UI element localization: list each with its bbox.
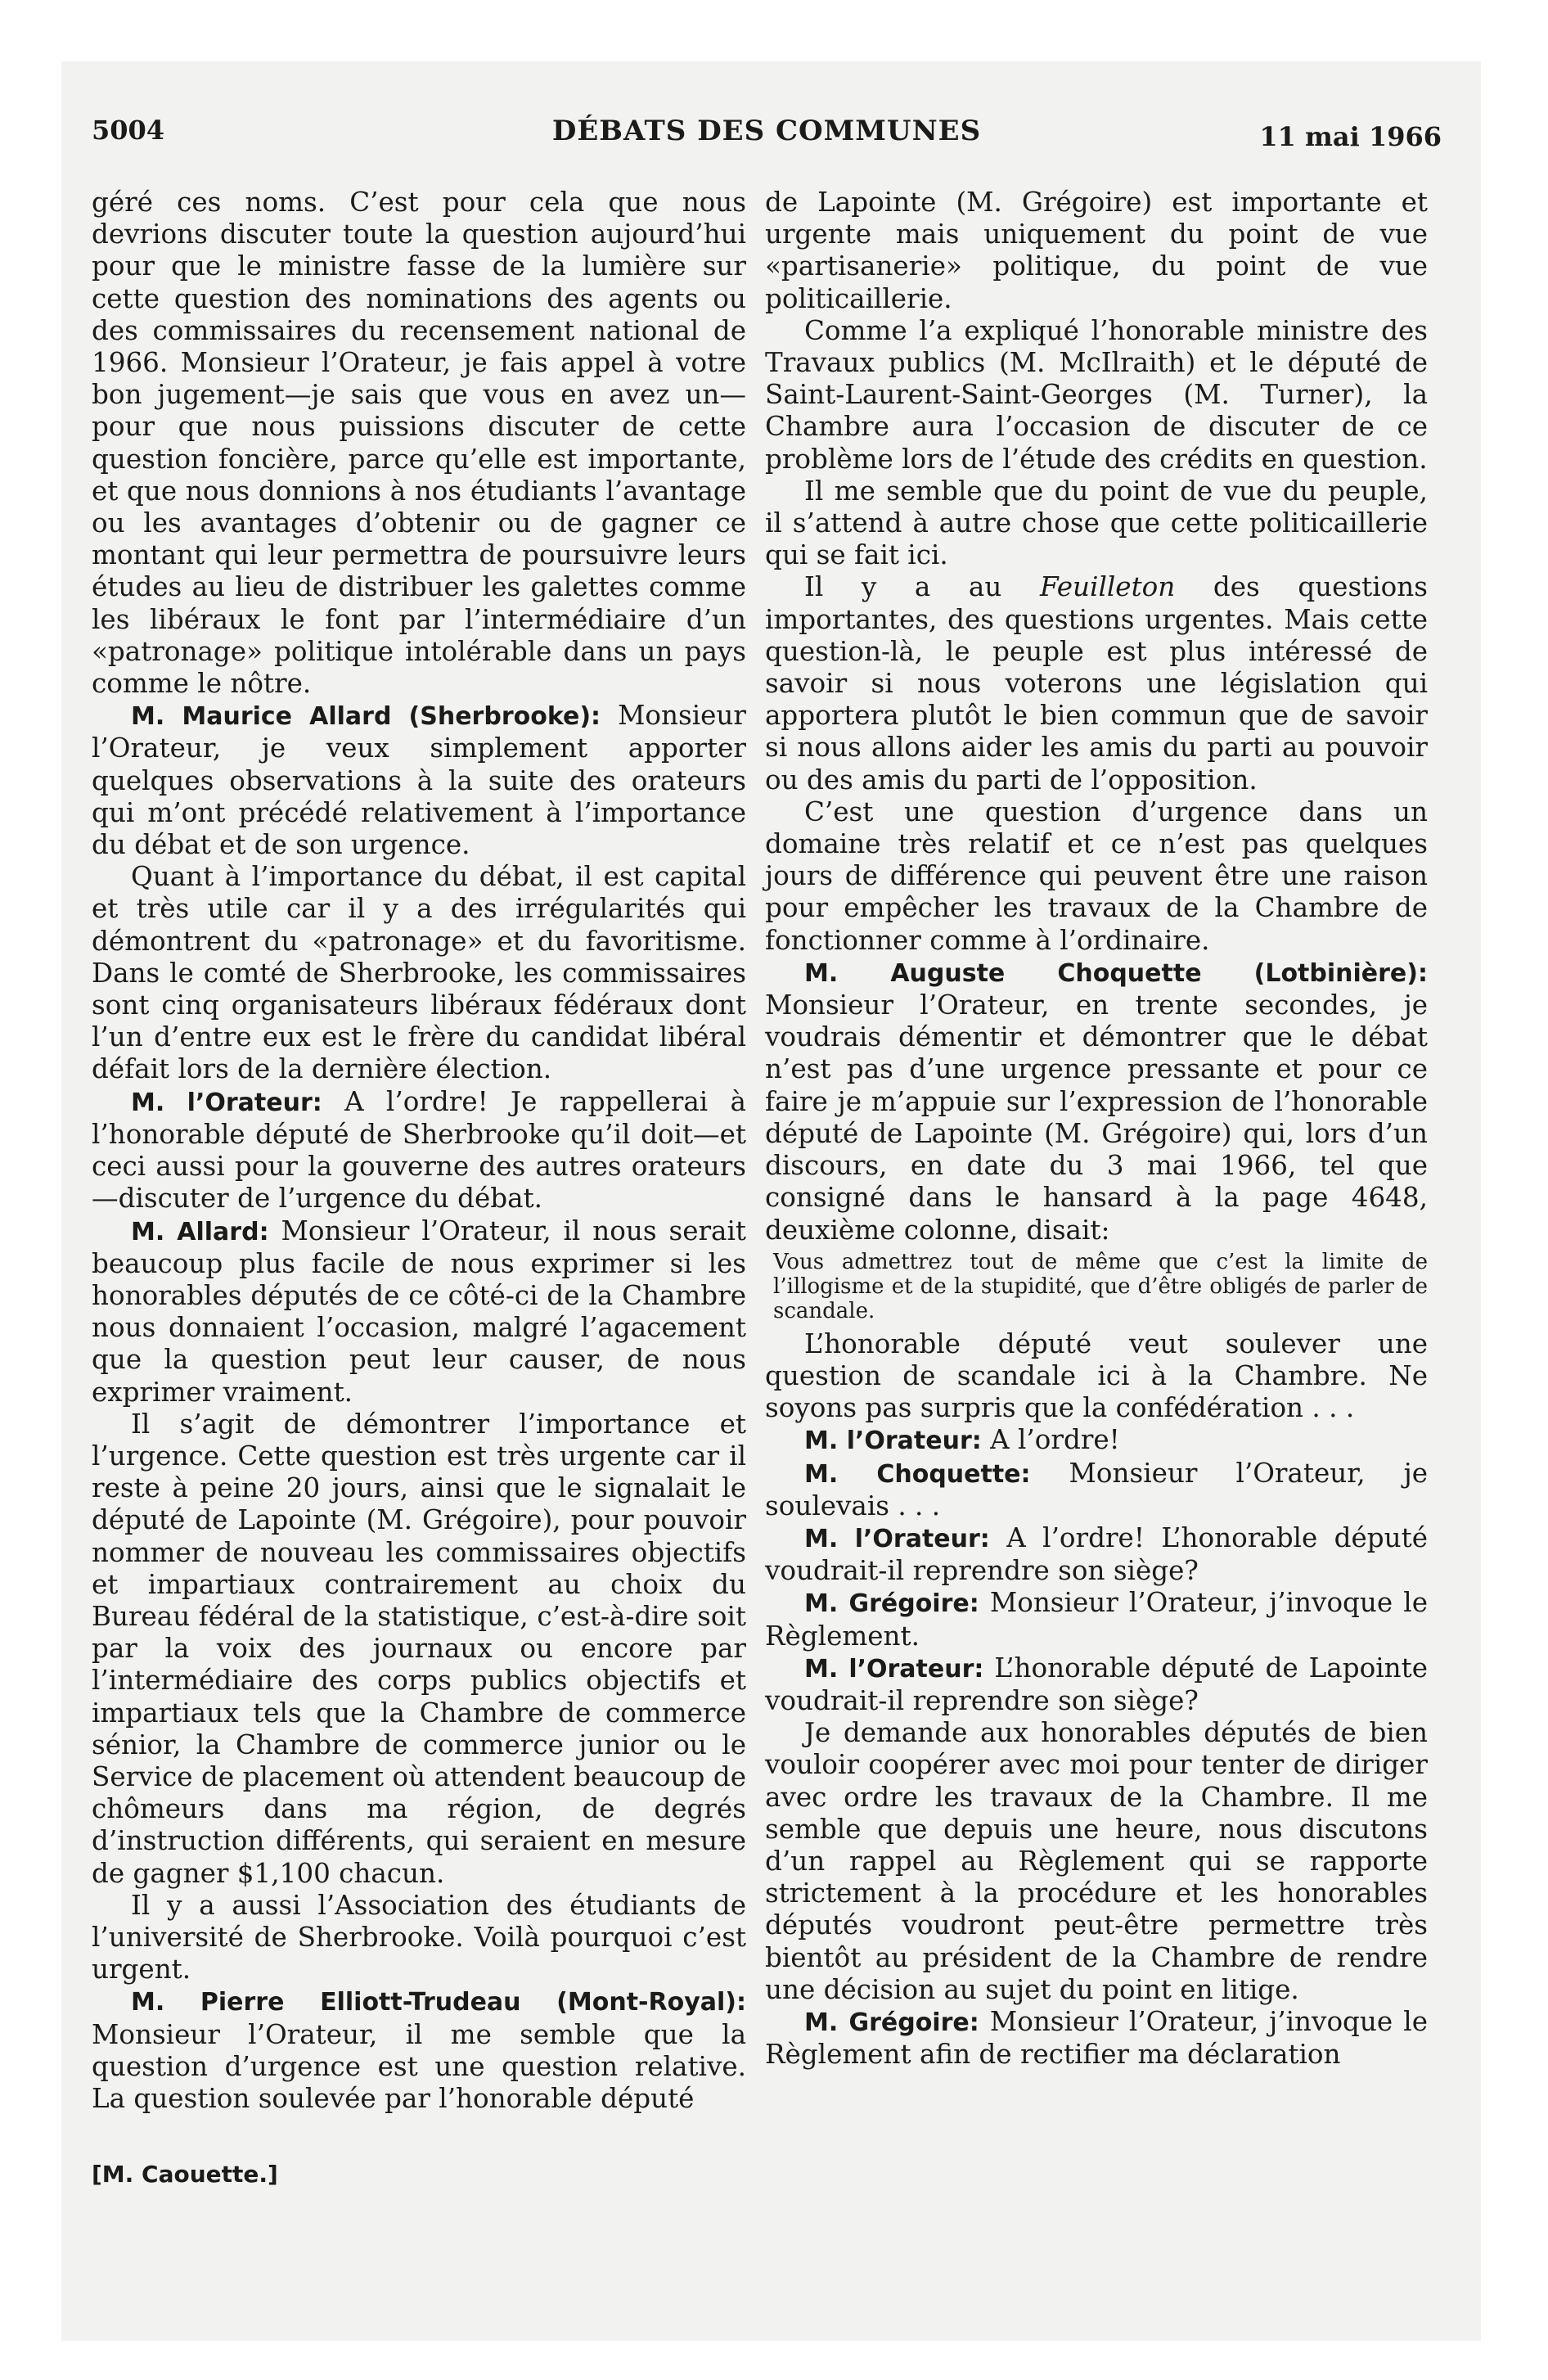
speaker-name: M. l’Orateur:	[804, 1524, 990, 1553]
speaker-name: M. l’Orateur:	[131, 1088, 322, 1117]
paragraph	[92, 700, 746, 861]
paragraph: Quant à l’importance du débat, il est capital et très utile car il y a des irrégularités qui démontrent du «patronage» et du favoritisme. Dans le comté de Sherbrooke, les commissaires sont cinq organisateurs libéraux fédéraux dont l’un d’entre eux est le frère du candidat libéral défait lors de la dernière élection.	[92, 861, 746, 1085]
paragraph: L’honorable député veut soulever une question de scandale ici à la Chambre. Ne soyons pas surpris que la confédération . . .	[765, 1327, 1428, 1424]
speech-text: Monsieur l’Orateur, je veux simplement apporter quelques observations à la suite des orateurs qui m’ont précédé relativement à l’importance du débat et de son urgence.	[92, 700, 746, 861]
speaker-name: M. Auguste Choquette (Lotbinière):	[804, 958, 1428, 988]
paragraph	[765, 1458, 1428, 1522]
paragraph: Il s’agit de démontrer l’importance et l’urgence. Cette question est très urgente car il reste à peine 20 jours, ainsi que le signalait le député de Lapointe (M. Grégoire), pour pouvoir nommer de nouveau les commissaires objectifs et impartiaux contrairement au choix du Bureau fédéral de la statistique, c’est-à-dire soit par la voix des journaux ou encore par l’intermédiaire des corps publics objectifs et impartiaux tels que la Chambre de commerce sénior, la Chambre de commerce junior ou le Service de placement où attendent beaucoup de chômeurs dans ma région, de degrés d’instruction différents, qui seraient en mesure de gagner $1,100 chacun.	[92, 1408, 746, 1889]
speech-text: Il y a au	[804, 571, 1040, 603]
paragraph: de Lapointe (M. Grégoire) est importante et urgente mais uniquement du point de vue «partisanerie» politique, du point de vue politicaillerie.	[765, 187, 1428, 314]
paragraph	[92, 1986, 746, 2115]
paragraph	[92, 1215, 746, 1409]
speaker-name: M. Choquette:	[804, 1459, 1031, 1489]
paragraph	[765, 571, 1428, 796]
speech-text: Monsieur l’Orateur, il me semble que la question d’urgence est une question relative. La question soulevée par l’honorable député	[92, 2018, 746, 2114]
speech-text: Monsieur l’Orateur, j’invoque le Règlement afin de rectifier ma déclaration	[765, 2005, 1428, 2071]
speaker-name: M. l’Orateur:	[804, 1427, 982, 1456]
speech-text: Monsieur l’Orateur, j’invoque le Règlement.	[765, 1587, 1428, 1652]
paragraph	[765, 2006, 1428, 2071]
speaker-name: M. l’Orateur:	[804, 1654, 984, 1684]
speech-text: L’honorable député de Lapointe voudrait-il reprendre son siège?	[765, 1652, 1428, 1716]
session-date: 11 mai 1966	[1259, 121, 1442, 152]
paragraph: Je demande aux honorables députés de bien vouloir coopérer avec moi pour tenter de diriger avec ordre les travaux de la Chambre. Il me semble que depuis une heure, nous discutons d’un rappel au Règlement qui se rapporte strictement à la procédure et les honorables députés voudront peut-être permettre très bientôt au président de la Chambre de rendre une décision au sujet du point en litige.	[765, 1717, 1428, 2005]
publication-title: DÉBATS DES COMMUNES	[551, 115, 982, 147]
paragraph	[765, 1652, 1428, 1717]
right-column	[765, 187, 1428, 2071]
speech-text: A l’ordre!	[981, 1424, 1120, 1456]
paragraph	[765, 1424, 1428, 1457]
block-quote	[765, 1250, 1428, 1323]
paragraph: géré ces noms. C’est pour cela que nous devrions discuter toute la question aujourd’hui pour que le ministre fasse de la lumière sur cette question des nominations des agents ou des commissaires du recensement national de 1966. Monsieur l’Orateur, je fais appel à votre bon jugement—je sais que vous en avez un—pour que nous puissions discuter de cette question foncière, parce qu’elle est importante, et que nous donnions à nos étudiants l’avantage ou les avantages d’obtenir ou de gagner ce montant qui leur permettra de poursuivre leurs études au lieu de distribuer les galettes comme les libéraux le font par l’intermédiaire d’un «patronage» politique intolérable dans un pays comme le nôtre.	[92, 187, 746, 700]
paragraph: Il me semble que du point de vue du peuple, il s’attend à autre chose que cette politicaillerie qui se fait ici.	[765, 475, 1428, 571]
speaker-name: M. Grégoire:	[804, 2008, 979, 2037]
paragraph: Comme l’a expliqué l’honorable ministre des Travaux publics (M. McIlraith) et le député de Saint-Laurent-Saint-Georges (M. Turner), la Chambre aura l’occasion de discuter de ce problème lors de l’étude des crédits en question.	[765, 314, 1428, 475]
speech-text: Monsieur l’Orateur, je soulevais . . .	[765, 1457, 1428, 1521]
paragraph: C’est une question d’urgence dans un domaine très relatif et ce n’est pas quelques jours de différence qui peuvent être une raison pour empêcher les travaux de la Chambre de fonctionner comme à l’ordinaire.	[765, 796, 1428, 956]
left-column	[92, 187, 746, 2115]
page-number: 5004	[92, 115, 165, 146]
speaker-name: M. Grégoire:	[804, 1589, 979, 1619]
speech-text: des questions importantes, des questions urgentes. Mais cette question-là, le peuple est plus intéressé de savoir si nous voterons une législation qui apportera plutôt le bien commun que de savoir si nous allons aider les amis du parti au pouvoir ou des amis du parti de l’opposition.	[765, 571, 1428, 796]
paragraph: Il y a aussi l’Association des étudiants de l’université de Sherbrooke. Voilà pourquoi c’est urgent.	[92, 1889, 746, 1986]
italic-term: Feuilleton	[1039, 571, 1176, 603]
speaker-name: M. Maurice Allard (Sherbrooke):	[131, 702, 601, 732]
paragraph	[765, 1587, 1428, 1652]
speech-text: Monsieur l’Orateur, en trente secondes, je voudrais démentir et démontrer que le débat n’est pas d’une urgence pressante et pour ce faire je m’appuie sur l’expression de l’honorable député de Lapointe (M. Grégoire) qui, lors d’un discours, en date du 3 mai 1966, tel que consigné dans le hansard à la page 4648, deuxième colonne, disait:	[765, 989, 1428, 1246]
speech-text: Monsieur l’Orateur, il nous serait beaucoup plus facile de nous exprimer si les honorables députés de ce côté-ci de la Chambre nous donnaient l’occasion, malgré l’agacement que la question peut leur causer, de nous exprimer vraiment.	[92, 1215, 746, 1408]
paragraph	[92, 1086, 746, 1215]
speaker-name: M. Pierre Elliott-Trudeau (Mont-Royal):	[131, 1988, 746, 2017]
quote-text: Vous admettrez tout de même que c’est la limite de l’illogisme et de la stupidité, que d’être obligés de parler de scandale.	[773, 1249, 1428, 1323]
speaker-name: M. Allard:	[131, 1217, 269, 1246]
paragraph	[765, 1522, 1428, 1587]
speech-text: A l’ordre! L’honorable député voudrait-il reprendre son siège?	[765, 1521, 1428, 1587]
speech-text: A l’ordre! Je rappellerai à l’honorable député de Sherbrooke qu’il doit—et ceci aussi pour la gouverne des autres orateurs—discuter de l’urgence du débat.	[92, 1085, 746, 1215]
page-header	[92, 115, 1442, 164]
paragraph	[765, 957, 1428, 1246]
footer-note: [M. Caouette.]	[92, 2161, 278, 2188]
